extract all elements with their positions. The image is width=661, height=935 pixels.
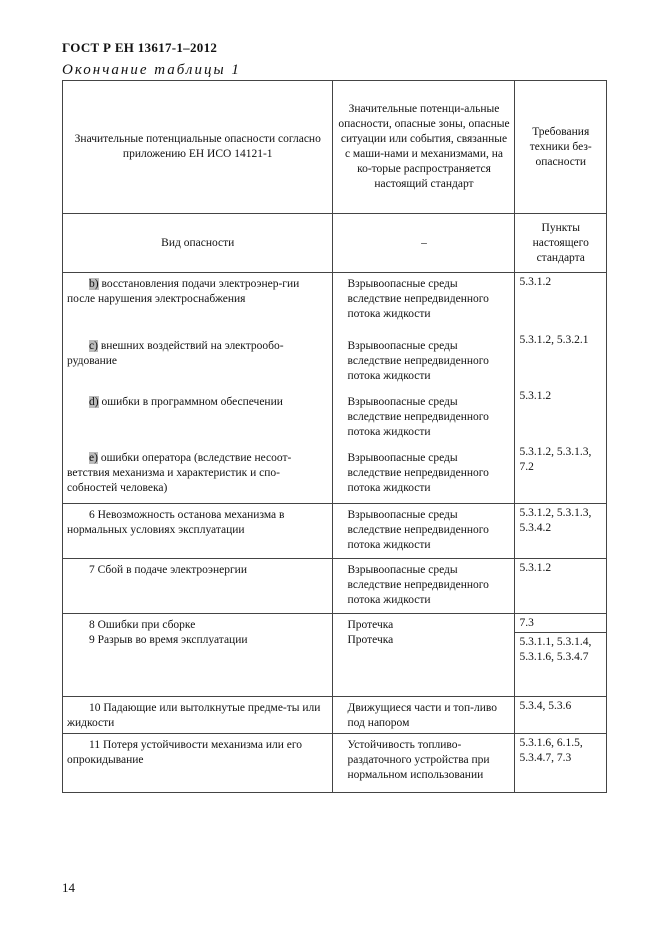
- clause-text: 7.3: [515, 614, 606, 633]
- header-dash: –: [333, 214, 515, 273]
- clause-text: 5.3.1.2, 5.3.2.1: [519, 334, 589, 346]
- clause-text: 5.3.4, 5.3.6: [519, 700, 572, 712]
- header-hazard-type: Вид опасности: [63, 214, 333, 273]
- hazard-text: 7 Сбой в подаче электроэнергии: [89, 564, 247, 576]
- hazard-item-c: c) внешних воздействий на электрообо-рудование: [67, 340, 284, 367]
- clause-text: 5.3.1.6, 6.1.5, 5.3.4.7, 7.3: [519, 737, 583, 764]
- table-row: [63, 273, 607, 504]
- hazard-text: 11 Потеря устойчивости механизма или его опрокидывание: [67, 739, 303, 766]
- table-row: [63, 614, 607, 697]
- hazard-item-b: b) восстановления подачи электроэнер-гии после нарушения электроснабжения: [67, 278, 300, 305]
- row-hazard-subitems: [63, 273, 333, 504]
- hazard-text: 6 Невозможность останова механизма в нормальных условиях эксплуатации: [67, 509, 285, 536]
- table-continuation-caption: Окончание таблицы 1: [62, 62, 241, 78]
- zone-text: Протечка: [347, 634, 394, 646]
- header-col1: Значительные потенциальные опасности согласно приложению ЕН ИСО 14121-1: [63, 81, 333, 214]
- header-col3: Требования техники без-опасности: [515, 81, 607, 214]
- header-clauses: Пункты настоящего стандарта: [515, 214, 607, 273]
- hazard-text: 10 Падающие или вытолкнутые предме-ты или жидкости: [67, 702, 321, 729]
- clause-text: 5.3.1.2: [519, 276, 552, 288]
- table-row: [63, 504, 607, 559]
- table-row: [63, 559, 607, 614]
- zone-text: Взрывоопасные среды вследствие непредвиденного потока жидкости: [347, 452, 489, 494]
- table-subheader-row: [63, 214, 607, 273]
- hazards-table: [62, 80, 607, 793]
- table-row: [63, 734, 607, 793]
- table-header-row: [63, 81, 607, 214]
- clause-text: 5.3.1.2: [519, 390, 552, 402]
- hazard-text: 9 Разрыв во время эксплуатации: [89, 634, 248, 646]
- row-clauses: [515, 273, 607, 504]
- clause-text: 5.3.1.2: [519, 562, 552, 574]
- zone-text: Взрывоопасные среды вследствие непредвиденного потока жидкости: [347, 564, 489, 606]
- zone-text: Движущиеся части и топ-ливо под напором: [347, 702, 497, 729]
- hazard-text: 8 Ошибки при сборке: [89, 619, 196, 631]
- row-hazard-zones: [333, 273, 515, 504]
- hazard-item-e: e) ошибки оператора (вследствие несоот-ветствия механизма и характеристик и спо-собностей человека): [67, 452, 292, 494]
- hazard-item-d: d) ошибки в программном обеспечении: [89, 396, 283, 408]
- zone-text: Взрывоопасные среды вследствие непредвиденного потока жидкости: [347, 509, 489, 551]
- clause-text: 5.3.1.1, 5.3.1.4, 5.3.1.6, 5.3.4.7: [519, 636, 592, 663]
- page-number: 14: [62, 880, 75, 895]
- standard-header: ГОСТ Р ЕН 13617-1–2012: [62, 40, 218, 55]
- zone-text: Устойчивость топливо-раздаточного устройства при нормальном использовании: [347, 739, 490, 781]
- clause-text: 5.3.1.2, 5.3.1.3, 5.3.4.2: [519, 507, 592, 534]
- zone-text: Протечка: [347, 619, 394, 631]
- clause-text: 5.3.1.2, 5.3.1.3, 7.2: [519, 446, 592, 473]
- zone-text: Взрывоопасные среды вследствие непредвиденного потока жидкости: [347, 340, 489, 382]
- zone-text: Взрывоопасные среды вследствие непредвиденного потока жидкости: [347, 396, 489, 438]
- header-col2: Значительные потенци-альные опасности, опасные зоны, опасные ситуации или события, связанные с маши-нами и механизмами, на ко-торые распространяется настоящий стандарт: [333, 81, 515, 214]
- zone-text: Взрывоопасные среды вследствие непредвиденного потока жидкости: [347, 278, 489, 320]
- table-row: [63, 697, 607, 734]
